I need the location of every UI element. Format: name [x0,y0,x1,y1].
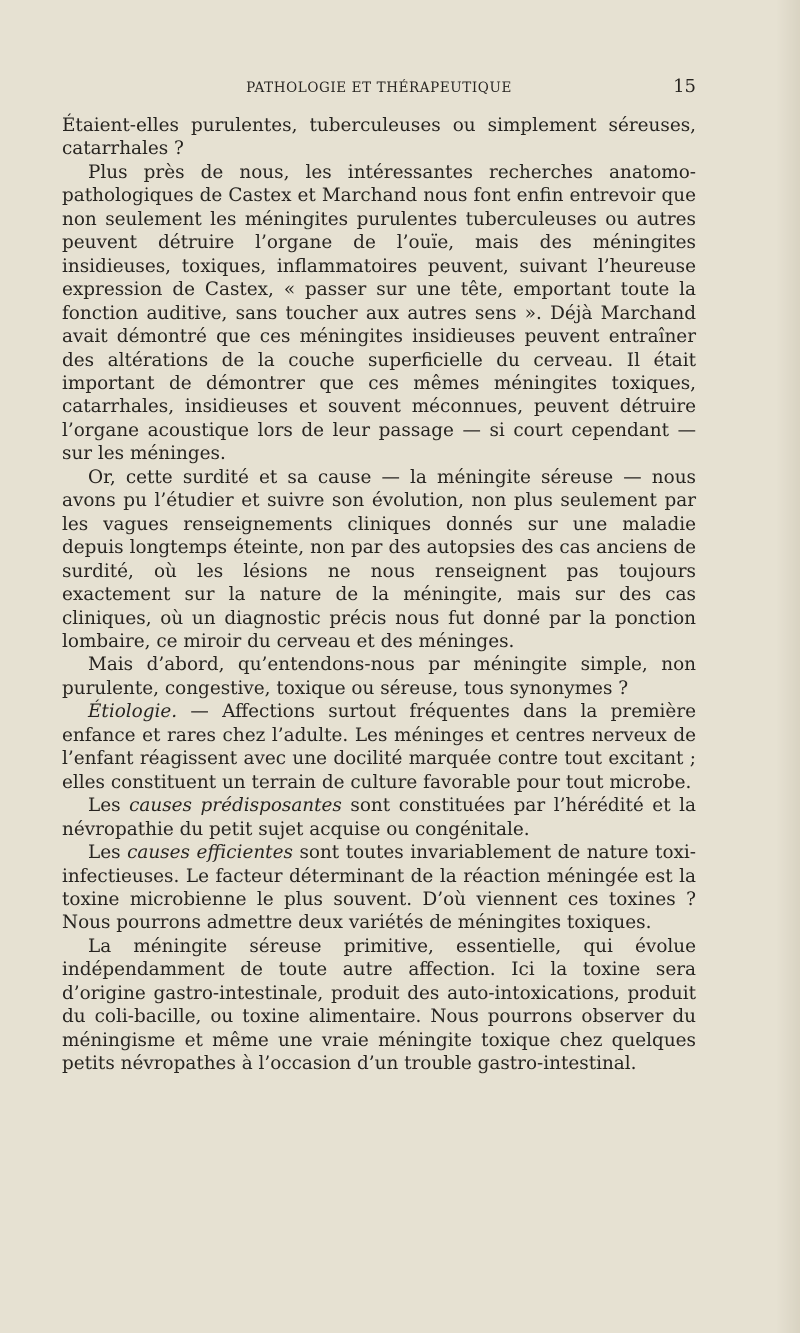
section-heading-etiologie: Étiologie. [88,701,178,723]
paragraph-prefix: Les [88,842,128,864]
paragraph-text: Or, cette surdité et sa cause — la méningite séreuse — nous avons pu l’étudier et suivre son évolution, non plus seulement par les vagues renseignements cliniques donnés sur une maladie depuis longtemps éteinte, non par des autopsies des cas anciens de surdité, où les lésions ne nous renseignent pas toujours exactement sur la nature de la méningite, mais sur des cas cliniques, où un diagnostic précis nous fut donné par la ponction lombaire, ce miroir du cerveau et des méninges. [62,466,696,652]
body-text [62,114,696,1076]
paragraph-7 [62,841,696,935]
page-header [62,76,696,100]
running-title: PATHOLOGIE ET THÉRAPEUTIQUE [246,80,512,96]
paragraph-4 [62,653,696,700]
paragraph-text: — Affections surtout fréquentes dans la première enfance et rares chez l’adulte. Les méninges et centres nerveux de l’enfant réagissent avec une docilité marquée contre tout excitant ; elles constituent un terrain de culture favorable pour tout microbe. [62,701,696,793]
paragraph-text: sont constituées par l’hérédité et la névropathie du petit sujet acquise ou congénitale. [62,795,696,840]
paragraph-5 [62,700,696,794]
paragraph-6 [62,794,696,841]
paragraph-text: Mais d’abord, qu’entendons-nous par méningite simple, non purulente, congestive, toxique ou séreuse, tous synonymes ? [62,654,696,699]
paragraph-prefix: Les [88,795,130,817]
italic-term-causes-predisposantes: causes prédisposantes [129,795,342,817]
paragraph-text: sont toutes invariablement de nature toxi-infectieuses. Le facteur déterminant de la réaction méningée est la toxine microbienne le plus souvent. D’où viennent ces toxines ? Nous pourrons admettre deux variétés de méningites toxiques. [62,842,696,934]
paragraph-8 [62,935,696,1076]
paragraph-text: La méningite séreuse primitive, essentielle, qui évolue indépendamment de toute autre affection. Ici la toxine sera d’origine gastro-intestinale, produit des auto-intoxications, produit du coli-bacille, ou toxine alimentaire. Nous pourrons observer du méningisme et même une vraie méningite toxique chez quelques petits névropathes à l’occasion d’un trouble gastro-intestinal. [62,935,696,1075]
paragraph-3 [62,466,696,654]
page-number: 15 [673,76,696,97]
italic-term-causes-efficientes: causes efficientes [127,842,293,864]
paragraph-1 [62,114,696,161]
paragraph-2 [62,161,696,466]
paragraph-text: Plus près de nous, les intéressantes recherches anatomo-pathologiques de Castex et Marchand nous font enfin entrevoir que non seulement les méningites purulentes tuberculeuses ou autres peuvent détruire l’organe de l’ouïe, mais des méningites insidieuses, toxiques, inflammatoires peuvent, suivant l’heureuse expression de Castex, « passer sur une tête, emportant toute la fonction auditive, sans toucher aux autres sens ». Déjà Marchand avait démontré que ces méningites insidieuses peuvent entraîner des altérations de la couche superficielle du cerveau. Il était important de démontrer que ces mêmes méningites toxiques, catarrhales, insidieuses et souvent méconnues, peuvent détruire l’organe acoustique lors de leur passage — si court cependant — sur les méninges. [62,161,696,465]
paragraph-text: Étaient-elles purulentes, tuberculeuses ou simplement séreuses, catarrhales ? [62,115,696,160]
